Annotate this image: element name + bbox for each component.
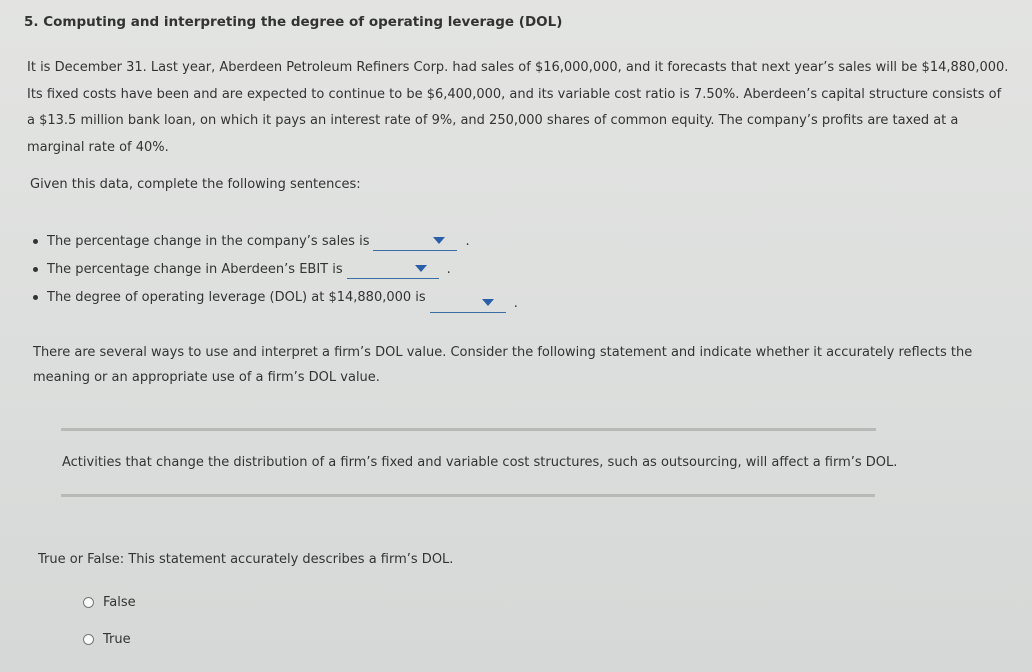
option-label: True xyxy=(103,632,131,647)
ebit-change-dropdown[interactable] xyxy=(347,260,439,279)
option-label: False xyxy=(103,595,136,610)
option-false[interactable] xyxy=(83,595,136,610)
statement-top-divider xyxy=(61,428,876,431)
chevron-down-icon xyxy=(433,237,445,244)
sentence-period: . xyxy=(513,296,518,311)
intro-paragraph xyxy=(27,55,1008,161)
question-title: 5. Computing and interpreting the degree of operating leverage (DOL) xyxy=(24,14,563,30)
bullet-dot xyxy=(33,267,38,272)
intro-line: Its fixed costs have been and are expected to continue to be $6,400,000, and its variable cost ratio is 7.50%. Aberdeen’s capital structure consists of xyxy=(27,86,1002,102)
interpret-line: meaning or an appropriate use of a firm’s DOL value. xyxy=(33,370,380,385)
bullet-ebit-change xyxy=(33,260,451,279)
intro-line: marginal rate of 40%. xyxy=(27,139,169,155)
sales-change-dropdown[interactable] xyxy=(373,232,457,251)
bullet-text: The degree of operating leverage (DOL) at $14,880,000 is xyxy=(47,290,426,305)
interpret-paragraph xyxy=(33,340,972,390)
bullet-dot xyxy=(33,239,38,244)
bullet-text: The percentage change in the company’s sales is xyxy=(47,234,370,249)
dol-dropdown[interactable] xyxy=(430,294,506,313)
given-text: Given this data, complete the following sentences: xyxy=(30,177,361,192)
option-true[interactable] xyxy=(83,632,131,647)
bullet-dol-value xyxy=(33,288,518,311)
sentence-period: . xyxy=(446,262,451,277)
sentence-period: . xyxy=(465,234,470,249)
radio-button[interactable] xyxy=(83,634,94,645)
statement-bottom-divider xyxy=(61,494,875,497)
chevron-down-icon xyxy=(482,299,494,306)
bullet-text: The percentage change in Aberdeen’s EBIT is xyxy=(47,262,343,277)
bullet-sales-change xyxy=(33,232,470,251)
radio-button[interactable] xyxy=(83,597,94,608)
interpret-line: There are several ways to use and interpret a firm’s DOL value. Consider the following statement and indicate whether it accurately reflects the xyxy=(33,345,973,360)
true-false-prompt: True or False: This statement accurately describes a firm’s DOL. xyxy=(38,552,454,567)
bullet-dot xyxy=(33,295,38,300)
intro-line: a $13.5 million bank loan, on which it pays an interest rate of 9%, and 250,000 shares of common equity. The company’s profits are taxed at a xyxy=(27,113,959,128)
statement-text: Activities that change the distribution of a firm’s fixed and variable cost structures, such as outsourcing, will affect a firm’s DOL. xyxy=(62,455,898,470)
chevron-down-icon xyxy=(415,265,427,272)
intro-line: It is December 31. Last year, Aberdeen Petroleum Refiners Corp. had sales of $16,000,000, and it forecasts that next year’s sales will be $14,880,000. xyxy=(27,60,1009,75)
